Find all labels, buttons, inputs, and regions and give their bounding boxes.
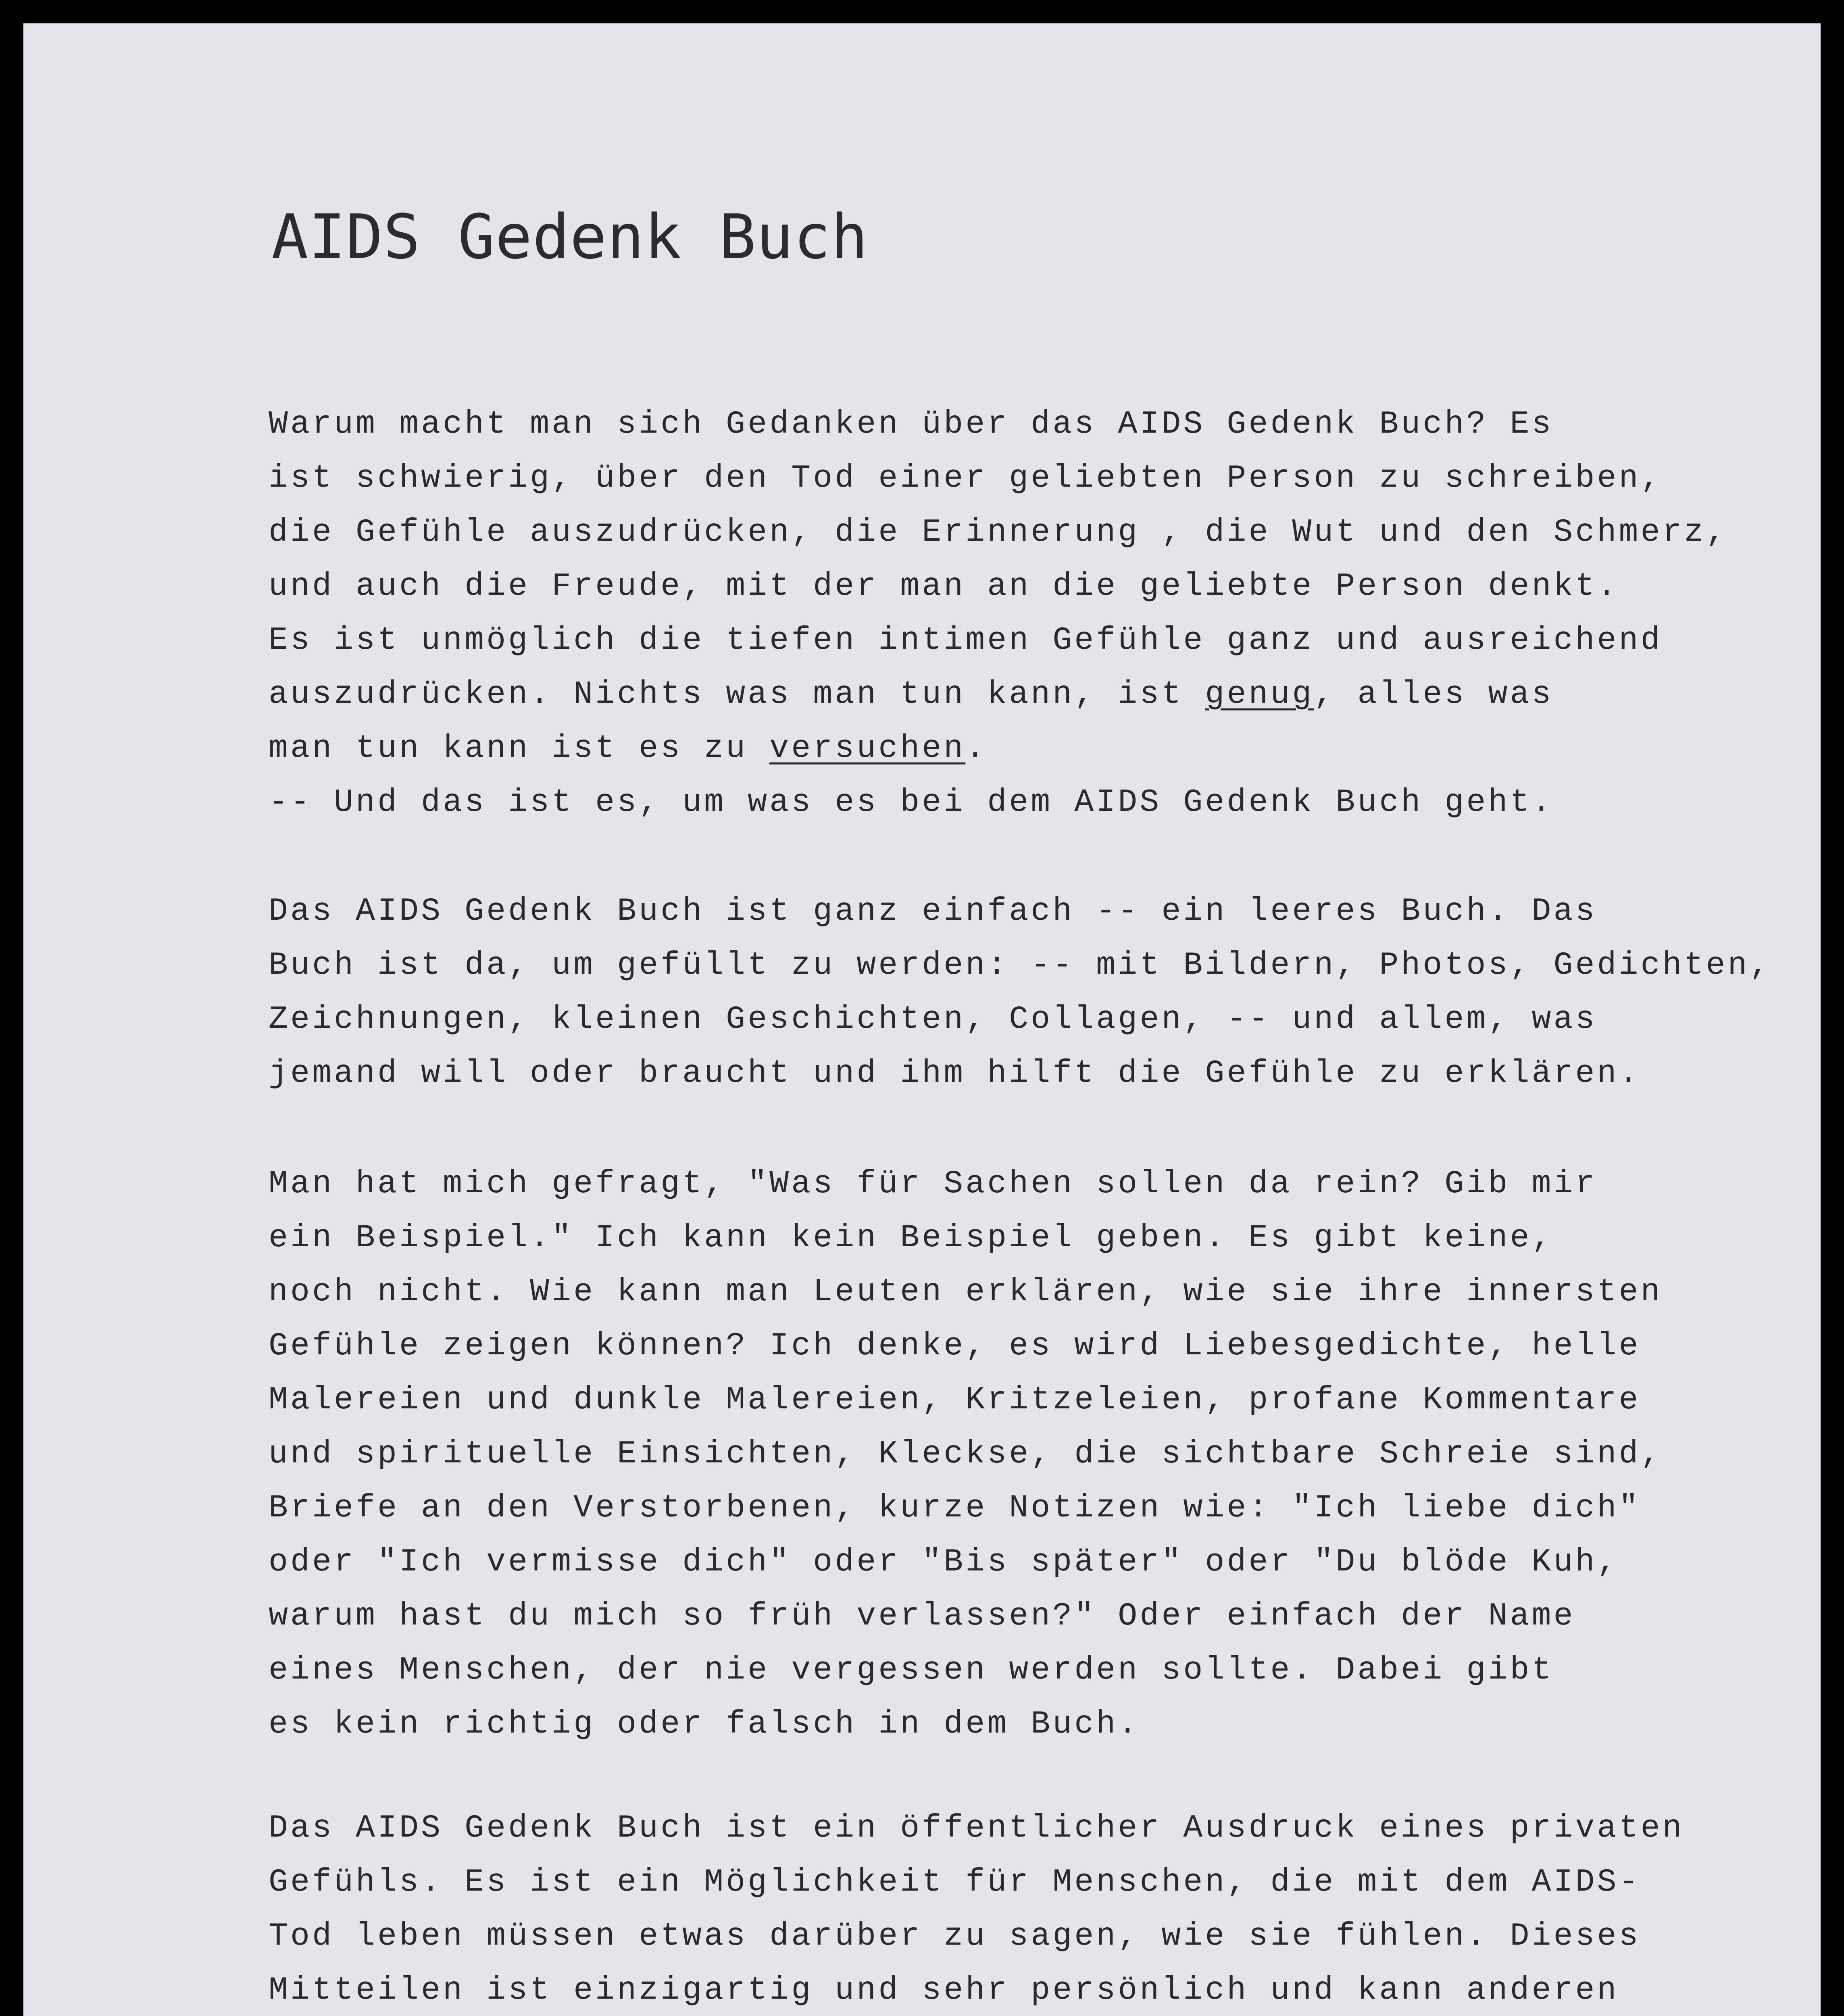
- text-line: Es ist unmöglich die tiefen intimen Gefühle ganz und ausreichend: [269, 622, 1663, 659]
- text-line: oder "Ich vermisse dich" oder "Bis später" oder "Du blöde Kuh,: [269, 1544, 1619, 1581]
- text-line: [269, 722, 1728, 776]
- document-page: [23, 23, 1821, 2016]
- text-line: eines Menschen, der nie vergessen werden sollte. Dabei gibt: [269, 1652, 1554, 1689]
- paragraph-3: [269, 1157, 1663, 1752]
- document-title: AIDS Gedenk Buch: [271, 201, 869, 273]
- underlined-word-genug: genug: [1205, 676, 1314, 713]
- text-segment: man tun kann ist es zu: [269, 730, 770, 767]
- text-segment: .: [965, 730, 988, 767]
- text-line: Buch ist da, um gefüllt zu werden: -- mit Bildern, Photos, Gedichten,: [269, 947, 1771, 984]
- text-line: noch nicht. Wie kann man Leuten erklären, wie sie ihre innersten: [269, 1274, 1663, 1310]
- text-segment: , alles was: [1314, 676, 1554, 713]
- text-line: und auch die Freude, mit der man an die geliebte Person denkt.: [269, 568, 1619, 605]
- text-segment: auszudrücken. Nichts was man tun kann, ist: [269, 676, 1205, 713]
- text-line: Gefühle zeigen können? Ich denke, es wird Liebesgedichte, helle: [269, 1328, 1641, 1364]
- text-line: Tod leben müssen etwas darüber zu sagen, wie sie fühlen. Dieses: [269, 1918, 1641, 1955]
- text-line: Briefe an den Verstorbenen, kurze Notizen wie: "Ich liebe dich": [269, 1490, 1641, 1527]
- paragraph-2: [269, 885, 1771, 1101]
- paragraph-1: [269, 398, 1728, 830]
- underlined-word-versuchen: versuchen: [769, 730, 966, 767]
- text-line: Man hat mich gefragt, "Was für Sachen sollen da rein? Gib mir: [269, 1166, 1597, 1202]
- text-line: Mitteilen ist einzigartig und sehr persönlich und kann anderen: [269, 1972, 1619, 2009]
- text-line: ein Beispiel." Ich kann kein Beispiel geben. Es gibt keine,: [269, 1220, 1554, 1256]
- text-line: Malereien und dunkle Malereien, Kritzeleien, profane Kommentare: [269, 1382, 1641, 1418]
- paragraph-4: [269, 1801, 1684, 2016]
- text-line: die Gefühle auszudrücken, die Erinnerung , die Wut und den Schmerz,: [269, 514, 1728, 551]
- text-line: Das AIDS Gedenk Buch ist ein öffentlicher Ausdruck eines privaten: [269, 1810, 1684, 1847]
- text-line: jemand will oder braucht und ihm hilft die Gefühle zu erklären.: [269, 1055, 1641, 1092]
- text-line: es kein richtig oder falsch in dem Buch.: [269, 1706, 1140, 1743]
- text-line: Warum macht man sich Gedanken über das AIDS Gedenk Buch? Es: [269, 406, 1554, 443]
- text-line: warum hast du mich so früh verlassen?" Oder einfach der Name: [269, 1598, 1575, 1635]
- text-line: -- Und das ist es, um was es bei dem AIDS Gedenk Buch geht.: [269, 784, 1554, 821]
- text-line: und spirituelle Einsichten, Kleckse, die sichtbare Schreie sind,: [269, 1436, 1663, 1472]
- text-line: [269, 668, 1728, 722]
- text-line: Zeichnungen, kleinen Geschichten, Collagen, -- und allem, was: [269, 1001, 1597, 1038]
- text-line: ist schwierig, über den Tod einer geliebten Person zu schreiben,: [269, 460, 1663, 497]
- text-line: Gefühls. Es ist ein Möglichkeit für Menschen, die mit dem AIDS-: [269, 1864, 1641, 1901]
- text-line: Das AIDS Gedenk Buch ist ganz einfach -- ein leeres Buch. Das: [269, 893, 1597, 930]
